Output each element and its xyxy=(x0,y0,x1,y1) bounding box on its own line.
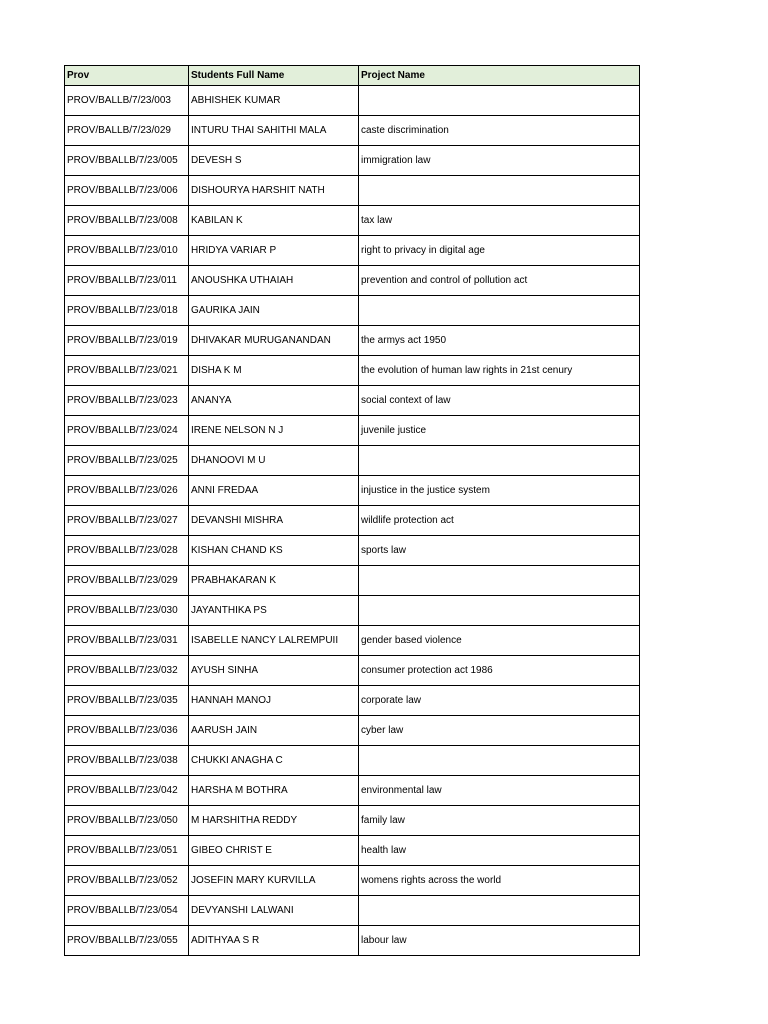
project-name-cell: prevention and control of pollution act xyxy=(359,266,640,296)
table-row xyxy=(65,86,640,116)
student-name-cell: DISHOURYA HARSHIT NATH xyxy=(189,176,359,206)
prov-cell: PROV/BBALLB/7/23/054 xyxy=(65,896,189,926)
prov-cell: PROV/BBALLB/7/23/036 xyxy=(65,716,189,746)
project-name-cell: the evolution of human law rights in 21st cenury xyxy=(359,356,640,386)
prov-cell: PROV/BBALLB/7/23/029 xyxy=(65,566,189,596)
prov-cell: PROV/BBALLB/7/23/031 xyxy=(65,626,189,656)
project-name-cell xyxy=(359,746,640,776)
table-row xyxy=(65,746,640,776)
project-name-cell xyxy=(359,176,640,206)
column-header-prov: Prov xyxy=(65,66,189,86)
project-name-cell xyxy=(359,596,640,626)
table-row xyxy=(65,926,640,956)
prov-cell: PROV/BBALLB/7/23/018 xyxy=(65,296,189,326)
project-name-cell: the armys act 1950 xyxy=(359,326,640,356)
student-name-cell: GIBEO CHRIST E xyxy=(189,836,359,866)
project-name-cell: womens rights across the world xyxy=(359,866,640,896)
student-name-cell: AARUSH JAIN xyxy=(189,716,359,746)
table-row xyxy=(65,206,640,236)
project-name-cell: consumer protection act 1986 xyxy=(359,656,640,686)
prov-cell: PROV/BBALLB/7/23/025 xyxy=(65,446,189,476)
prov-cell: PROV/BBALLB/7/23/027 xyxy=(65,506,189,536)
column-header-student-name: Students Full Name xyxy=(189,66,359,86)
table-row xyxy=(65,506,640,536)
project-name-cell: caste discrimination xyxy=(359,116,640,146)
column-header-project-name: Project Name xyxy=(359,66,640,86)
project-name-cell: social context of law xyxy=(359,386,640,416)
table-row xyxy=(65,836,640,866)
student-name-cell: JOSEFIN MARY KURVILLA xyxy=(189,866,359,896)
prov-cell: PROV/BBALLB/7/23/026 xyxy=(65,476,189,506)
table-row xyxy=(65,386,640,416)
prov-cell: PROV/BBALLB/7/23/042 xyxy=(65,776,189,806)
table-row xyxy=(65,296,640,326)
project-name-cell: juvenile justice xyxy=(359,416,640,446)
table-row xyxy=(65,806,640,836)
table-row xyxy=(65,596,640,626)
table-row xyxy=(65,236,640,266)
prov-cell: PROV/BBALLB/7/23/024 xyxy=(65,416,189,446)
student-name-cell: DEVESH S xyxy=(189,146,359,176)
student-name-cell: INTURU THAI SAHITHI MALA xyxy=(189,116,359,146)
table-row xyxy=(65,476,640,506)
table-row xyxy=(65,266,640,296)
prov-cell: PROV/BBALLB/7/23/055 xyxy=(65,926,189,956)
table-row xyxy=(65,896,640,926)
table-row xyxy=(65,866,640,896)
project-name-cell xyxy=(359,896,640,926)
student-name-cell: PRABHAKARAN K xyxy=(189,566,359,596)
student-name-cell: DHIVAKAR MURUGANANDAN xyxy=(189,326,359,356)
prov-cell: PROV/BBALLB/7/23/011 xyxy=(65,266,189,296)
table-row xyxy=(65,536,640,566)
project-name-cell: wildlife protection act xyxy=(359,506,640,536)
prov-cell: PROV/BBALLB/7/23/028 xyxy=(65,536,189,566)
table-row xyxy=(65,176,640,206)
table-row xyxy=(65,776,640,806)
student-name-cell: HRIDYA VARIAR P xyxy=(189,236,359,266)
table-header xyxy=(65,66,640,86)
project-name-cell: corporate law xyxy=(359,686,640,716)
prov-cell: PROV/BBALLB/7/23/008 xyxy=(65,206,189,236)
student-name-cell: ANOUSHKA UTHAIAH xyxy=(189,266,359,296)
prov-cell: PROV/BBALLB/7/23/035 xyxy=(65,686,189,716)
project-name-cell: health law xyxy=(359,836,640,866)
project-name-cell xyxy=(359,446,640,476)
table-row xyxy=(65,116,640,146)
prov-cell: PROV/BBALLB/7/23/005 xyxy=(65,146,189,176)
table-row xyxy=(65,356,640,386)
student-name-cell: AYUSH SINHA xyxy=(189,656,359,686)
project-name-cell: right to privacy in digital age xyxy=(359,236,640,266)
prov-cell: PROV/BBALLB/7/23/038 xyxy=(65,746,189,776)
project-name-cell: tax law xyxy=(359,206,640,236)
student-name-cell: ISABELLE NANCY LALREMPUII xyxy=(189,626,359,656)
student-name-cell: HARSHA M BOTHRA xyxy=(189,776,359,806)
project-name-cell xyxy=(359,86,640,116)
student-name-cell: GAURIKA JAIN xyxy=(189,296,359,326)
table-row xyxy=(65,326,640,356)
prov-cell: PROV/BBALLB/7/23/050 xyxy=(65,806,189,836)
student-name-cell: DEVANSHI MISHRA xyxy=(189,506,359,536)
prov-cell: PROV/BBALLB/7/23/021 xyxy=(65,356,189,386)
prov-cell: PROV/BALLB/7/23/029 xyxy=(65,116,189,146)
student-name-cell: ANANYA xyxy=(189,386,359,416)
table-row xyxy=(65,686,640,716)
table-row xyxy=(65,716,640,746)
prov-cell: PROV/BBALLB/7/23/019 xyxy=(65,326,189,356)
student-name-cell: KISHAN CHAND KS xyxy=(189,536,359,566)
table-row xyxy=(65,626,640,656)
table-body xyxy=(65,86,640,956)
student-name-cell: ABHISHEK KUMAR xyxy=(189,86,359,116)
project-name-cell: gender based violence xyxy=(359,626,640,656)
student-name-cell: HANNAH MANOJ xyxy=(189,686,359,716)
student-name-cell: KABILAN K xyxy=(189,206,359,236)
table-row xyxy=(65,446,640,476)
project-name-cell xyxy=(359,296,640,326)
prov-cell: PROV/BBALLB/7/23/052 xyxy=(65,866,189,896)
student-name-cell: DHANOOVI M U xyxy=(189,446,359,476)
project-name-cell: environmental law xyxy=(359,776,640,806)
prov-cell: PROV/BBALLB/7/23/023 xyxy=(65,386,189,416)
project-name-cell: injustice in the justice system xyxy=(359,476,640,506)
student-name-cell: JAYANTHIKA PS xyxy=(189,596,359,626)
student-name-cell: M HARSHITHA REDDY xyxy=(189,806,359,836)
prov-cell: PROV/BBALLB/7/23/051 xyxy=(65,836,189,866)
students-project-table xyxy=(64,65,640,956)
student-name-cell: DEVYANSHI LALWANI xyxy=(189,896,359,926)
student-name-cell: ANNI FREDAA xyxy=(189,476,359,506)
table-row xyxy=(65,416,640,446)
project-name-cell xyxy=(359,566,640,596)
prov-cell: PROV/BALLB/7/23/003 xyxy=(65,86,189,116)
prov-cell: PROV/BBALLB/7/23/030 xyxy=(65,596,189,626)
student-name-cell: ADITHYAA S R xyxy=(189,926,359,956)
project-name-cell: labour law xyxy=(359,926,640,956)
prov-cell: PROV/BBALLB/7/23/010 xyxy=(65,236,189,266)
student-name-cell: CHUKKI ANAGHA C xyxy=(189,746,359,776)
student-name-cell: IRENE NELSON N J xyxy=(189,416,359,446)
header-row xyxy=(65,66,640,86)
project-name-cell: cyber law xyxy=(359,716,640,746)
prov-cell: PROV/BBALLB/7/23/032 xyxy=(65,656,189,686)
table-row xyxy=(65,656,640,686)
project-name-cell: family law xyxy=(359,806,640,836)
table-row xyxy=(65,146,640,176)
student-name-cell: DISHA K M xyxy=(189,356,359,386)
project-name-cell: immigration law xyxy=(359,146,640,176)
table-row xyxy=(65,566,640,596)
prov-cell: PROV/BBALLB/7/23/006 xyxy=(65,176,189,206)
project-name-cell: sports law xyxy=(359,536,640,566)
